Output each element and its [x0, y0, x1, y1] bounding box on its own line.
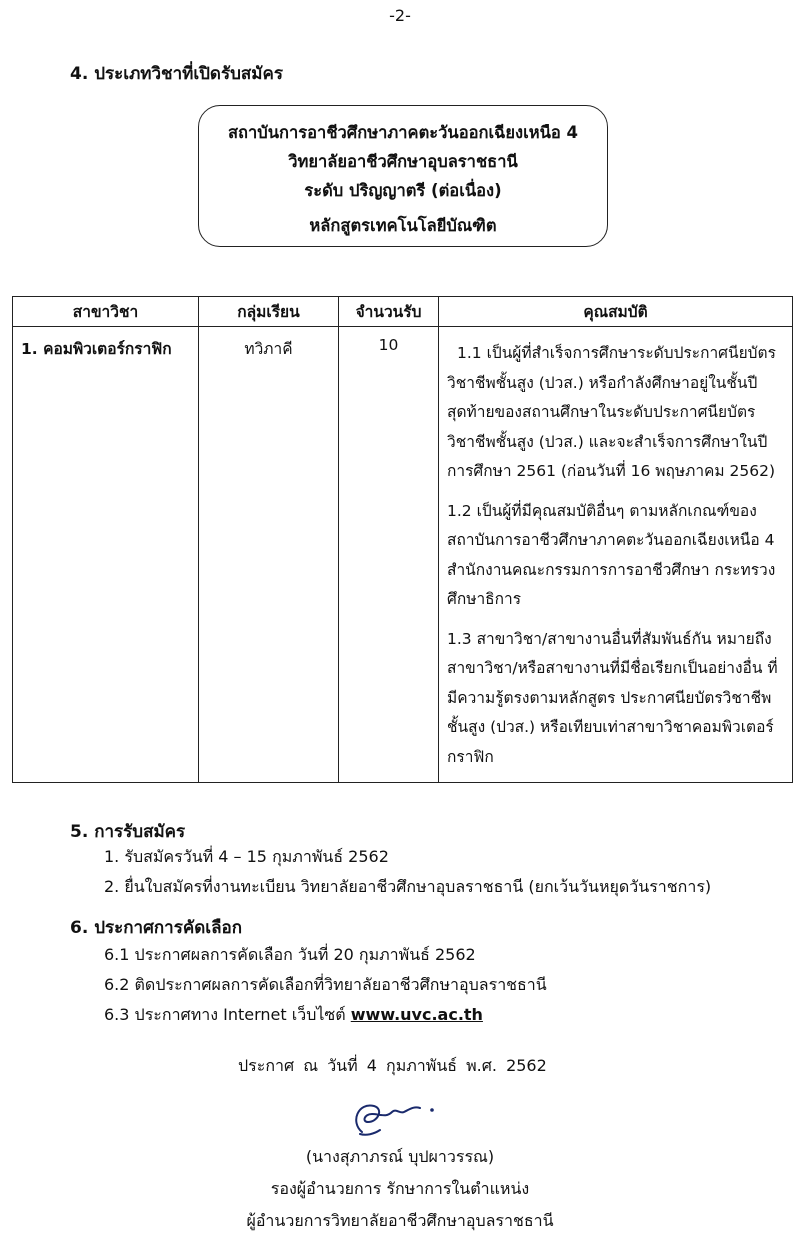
list-item: 1. รับสมัครวันที่ 4 – 15 กุมภาพันธ์ 2562 — [104, 847, 389, 866]
qualification-1: 1.1 เป็นผู้ที่สำเร็จการศึกษาระดับประกาศนียบัตรวิชาชีพชั้นสูง (ปวส.) หรือกำลังศึกษาอยู่ในชั้นปีสุดท้ายของสถานศึกษาในระดับประกาศนียบัตรวิชาชีพชั้นสูง (ปวส.) และจะสำเร็จการศึกษาในปีการศึกษา 2561 (ก่อนวันที่ 16 พฤษภาคม 2562) — [447, 344, 776, 480]
selection-list — [104, 940, 547, 1030]
curriculum-line: หลักสูตรเทคโนโลยีบัณฑิต — [309, 216, 497, 235]
signatory-name: (นางสุภาภรณ์ บุปผาวรรณ) — [305, 1147, 495, 1166]
page-number: -2- — [389, 6, 411, 25]
website-link[interactable]: www.uvc.ac.th — [350, 1005, 483, 1024]
signature-image — [340, 1092, 460, 1140]
section-6-heading: 6. ประกาศการคัดเลือก — [70, 918, 243, 938]
header-major: สาขาวิชา — [13, 297, 199, 327]
college-line: วิทยาลัยอาชีวศึกษาอุบลราชธานี — [288, 152, 518, 171]
qualifications-cell — [439, 327, 793, 783]
table-header-row — [13, 297, 793, 327]
qualification-table — [12, 296, 793, 783]
program-info-box — [198, 105, 608, 247]
list-item: 6.1 ประกาศผลการคัดเลือก วันที่ 20 กุมภาพันธ์ 2562 — [104, 945, 476, 964]
list-item-text: 6.3 ประกาศทาง Internet เว็บไซต์ — [104, 1005, 351, 1024]
list-item: 2. ยื่นใบสมัครที่งานทะเบียน วิทยาลัยอาชีวศึกษาอุบลราชธานี (ยกเว้นวันหยุดวันราชการ) — [104, 877, 712, 896]
signatory-title: ผู้อำนวยการวิทยาลัยอาชีวศึกษาอุบลราชธานี — [246, 1211, 554, 1230]
list-item: 6.2 ติดประกาศผลการคัดเลือกที่วิทยาลัยอาชีวศึกษาอุบลราชธานี — [104, 975, 547, 994]
list-item — [104, 1000, 547, 1030]
application-list — [104, 842, 711, 902]
section-5-heading: 5. การรับสมัคร — [70, 822, 186, 842]
group-cell: ทวิภาคี — [199, 327, 339, 783]
major-cell: 1. คอมพิวเตอร์กราฟิก — [13, 327, 199, 783]
institute-line: สถาบันการอาชีวศึกษาภาคตะวันออกเฉียงเหนือ 4 — [227, 123, 579, 142]
section-4-heading: 4. ประเภทวิชาที่เปิดรับสมัคร — [70, 64, 283, 84]
header-count: จำนวนรับ — [339, 297, 439, 327]
level-line: ระดับ ปริญญาตรี (ต่อเนื่อง) — [304, 181, 502, 200]
qualification-2: 1.2 เป็นผู้ที่มีคุณสมบัติอื่นๆ ตามหลักเกณฑ์ของสถาบันการอาชีวศึกษาภาคตะวันออกเฉียงเหนือ 4 สำนักงานคณะกรรมการการอาชีวศึกษา กระทรวงศึกษาธิการ — [447, 501, 776, 608]
qualification-3: 1.3 สาขาวิชา/สาขางานอื่นที่สัมพันธ์กัน หมายถึง สาขาวิชา/หรือสาขางานที่มีชื่อเรียกเป็นอย่างอื่น ที่มีความรู้ตรงตามหลักสูตร ประกาศนียบัตรวิชาชีพชั้นสูง (ปวส.) หรือเทียบเท่าสาขาวิชาคอมพิวเตอร์กราฟิก — [447, 629, 778, 766]
announcement-date: ประกาศ ณ วันที่ 4 กุมภาพันธ์ พ.ศ. 2562 — [238, 1056, 547, 1075]
header-group: กลุ่มเรียน — [199, 297, 339, 327]
header-qualifications: คุณสมบัติ — [439, 297, 793, 327]
count-cell: 10 — [339, 327, 439, 783]
table-row — [13, 327, 793, 783]
signatory-position: รองผู้อำนวยการ รักษาการในตำแหน่ง — [270, 1179, 530, 1198]
